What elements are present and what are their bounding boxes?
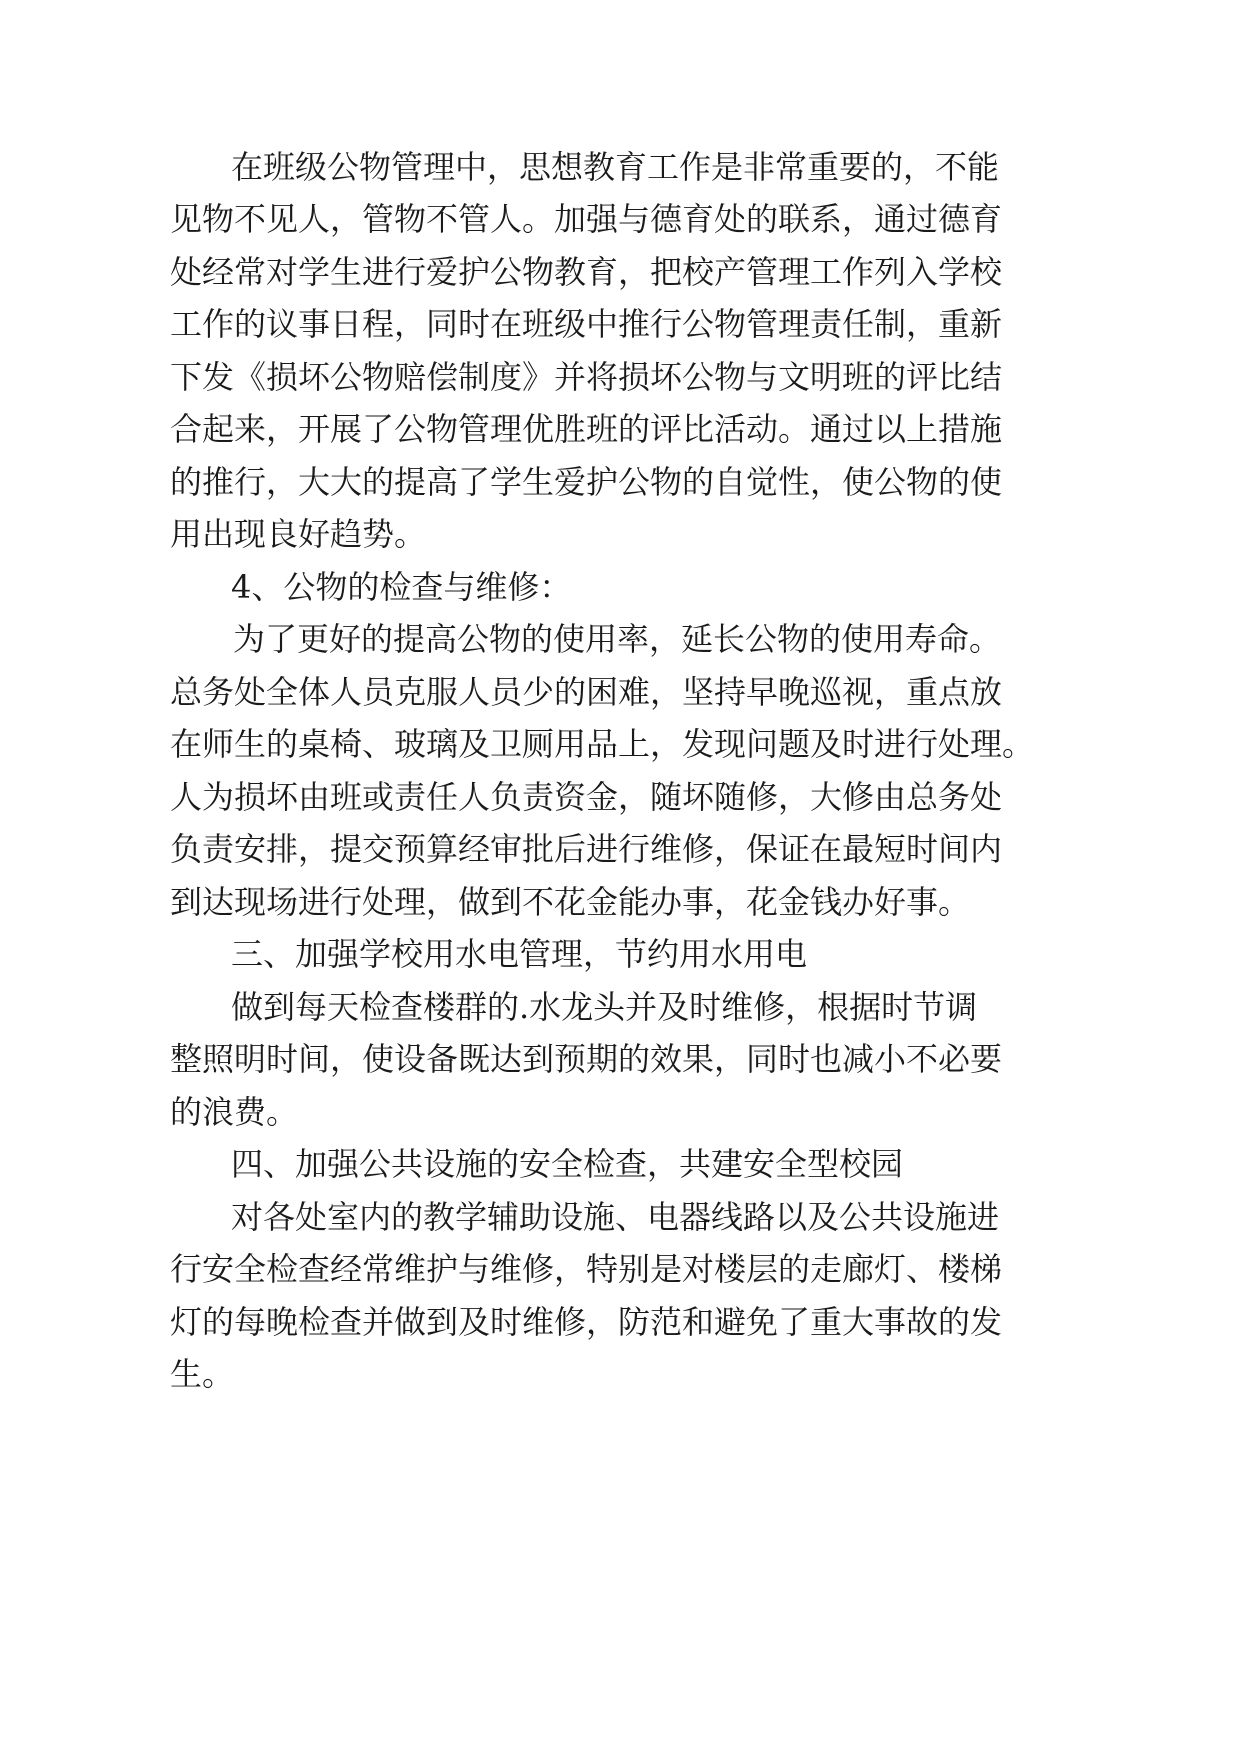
text-line: 的推行，大大的提高了学生爱护公物的自觉性，使公物的使 <box>170 463 1003 501</box>
text-line: 负责安排，提交预算经审批后进行维修，保证在最短时间内 <box>170 830 1003 868</box>
text-line: 工作的议事日程，同时在班级中推行公物管理责任制，重新 <box>170 305 1003 343</box>
text-line: 灯的每晚检查并做到及时维修，防范和避免了重大事故的发 <box>170 1303 1003 1341</box>
text-line: 到达现场进行处理，做到不花金能办事，花金钱办好事。 <box>170 883 971 921</box>
text-line: 在师生的桌椅、玻璃及卫厕用品上，发现问题及时进行处理。 <box>170 725 1035 763</box>
text-line: 总务处全体人员克服人员少的困难，坚持早晚巡视，重点放 <box>170 673 1003 711</box>
text-line: 处经常对学生进行爱护公物教育，把校产管理工作列入学校 <box>170 253 1003 291</box>
section-heading: 三、加强学校用水电管理，节约用水用电 <box>231 935 808 973</box>
text-line: 为了更好的提高公物的使用率，延长公物的使用寿命。 <box>233 620 1002 658</box>
text-line: 下发《损坏公物赔偿制度》并将损坏公物与文明班的评比结 <box>170 358 1003 396</box>
text-line: 见物不见人，管物不管人。加强与德育处的联系，通过德育 <box>170 200 1003 238</box>
text-line: 生。 <box>170 1355 235 1393</box>
text-line: 在班级公物管理中，思想教育工作是非常重要的，不能 <box>231 148 1000 186</box>
text-line: 用出现良好趋势。 <box>170 515 427 553</box>
section-heading: 四、加强公共设施的安全检查，共建安全型校园 <box>231 1145 904 1183</box>
text-line: 做到每天检查楼群的.水龙头并及时维修，根据时节调 <box>231 988 978 1026</box>
section-heading: 4、公物的检查与维修： <box>231 568 572 606</box>
text-line: 的浪费。 <box>170 1093 299 1131</box>
text-line: 行安全检查经常维护与维修，特别是对楼层的走廊灯、楼梯 <box>170 1250 1003 1288</box>
text-line: 对各处室内的教学辅助设施、电器线路以及公共设施进 <box>231 1198 1000 1236</box>
text-line: 人为损坏由班或责任人负责资金，随坏随修，大修由总务处 <box>170 778 1003 816</box>
text-line: 整照明时间，使设备既达到预期的效果，同时也减小不必要 <box>170 1040 1003 1078</box>
text-line: 合起来，开展了公物管理优胜班的评比活动。通过以上措施 <box>170 410 1003 448</box>
